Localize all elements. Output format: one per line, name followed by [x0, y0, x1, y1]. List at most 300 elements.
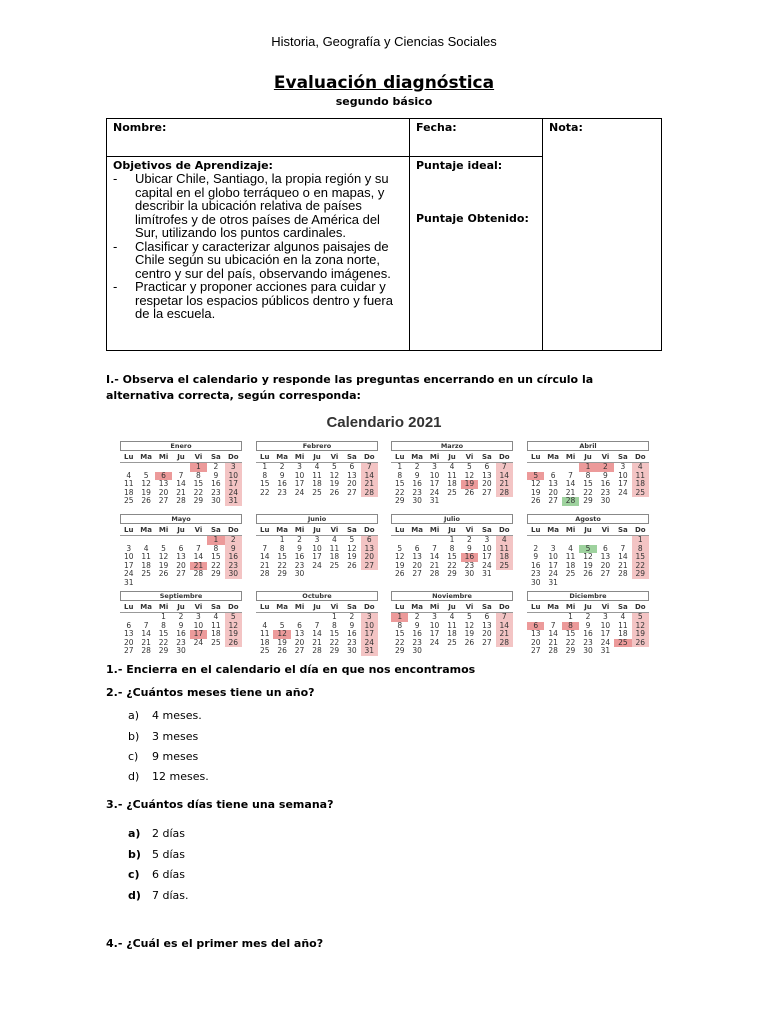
calendar-day[interactable]: 19 — [347, 552, 357, 561]
calendar-day[interactable]: 30 — [294, 569, 305, 578]
calendar-day[interactable]: 13 — [530, 629, 541, 638]
calendar-day[interactable]: 29 — [211, 569, 221, 578]
calendar-day[interactable]: 3 — [225, 463, 242, 472]
q3-option[interactable] — [128, 889, 189, 902]
calendar-day[interactable]: 8 — [196, 470, 201, 480]
calendar-day[interactable]: 5 — [527, 472, 544, 481]
calendar-day[interactable]: 28 — [618, 569, 628, 578]
q2-option[interactable] — [128, 750, 198, 763]
calendar-day[interactable]: 3 — [620, 462, 626, 471]
calendar-day[interactable]: 1 — [449, 535, 455, 544]
calendar-day[interactable]: 27 — [600, 569, 611, 578]
calendar-day[interactable]: 7 — [568, 470, 573, 480]
calendar-day[interactable]: 29 — [394, 496, 405, 505]
calendar-day[interactable]: 24 — [312, 560, 322, 570]
calendar-day[interactable]: 12 — [464, 470, 475, 480]
calendar-day[interactable]: 24 — [429, 487, 440, 497]
calendar-day[interactable]: 14 — [618, 552, 628, 561]
calendar-day[interactable]: 2 — [349, 612, 355, 621]
calendar-day[interactable]: 17 — [548, 560, 558, 570]
calendar-day[interactable]: 16 — [211, 479, 221, 488]
calendar-day[interactable]: 15 — [259, 479, 270, 488]
calendar-day[interactable]: 26 — [158, 569, 169, 578]
calendar-day[interactable]: 6 — [484, 612, 490, 621]
calendar-day[interactable]: 16 — [347, 629, 357, 638]
calendar-day[interactable]: 7 — [143, 620, 149, 630]
calendar-day[interactable]: 10 — [312, 543, 322, 553]
calendar-day[interactable]: 11 — [211, 620, 221, 630]
calendar-day[interactable]: 19 — [632, 630, 649, 639]
calendar-day[interactable]: 9 — [533, 552, 539, 561]
calendar-day[interactable]: 1 — [391, 613, 408, 622]
calendar-day[interactable]: 11 — [565, 552, 576, 561]
calendar-day[interactable]: 11 — [447, 620, 457, 630]
calendar-day[interactable]: 5 — [349, 535, 355, 544]
calendar-day[interactable]: 5 — [279, 620, 285, 630]
calendar-day[interactable]: 31 — [548, 577, 558, 587]
calendar-day[interactable]: 6 — [550, 470, 556, 480]
calendar-day[interactable]: 8 — [632, 545, 649, 554]
calendar-day[interactable]: 10 — [361, 622, 378, 631]
calendar-day[interactable]: 5 — [397, 543, 403, 553]
calendar-day[interactable]: 2 — [225, 536, 242, 545]
calendar-day[interactable]: 1 — [207, 536, 224, 545]
calendar-day[interactable]: 1 — [161, 612, 166, 621]
calendar-day[interactable]: 17 — [123, 560, 134, 570]
calendar-day[interactable]: 22 — [583, 487, 593, 497]
q2-option[interactable] — [128, 770, 209, 783]
calendar-day[interactable]: 6 — [349, 462, 355, 471]
calendar-day[interactable]: 23 — [225, 562, 242, 571]
calendar-day[interactable]: 22 — [329, 637, 340, 647]
calendar-day[interactable]: 6 — [126, 620, 132, 630]
calendar-day[interactable]: 2 — [178, 612, 184, 621]
calendar-day[interactable]: 31 — [482, 569, 492, 578]
calendar-day[interactable]: 21 — [496, 630, 513, 639]
calendar-day[interactable]: 25 — [259, 646, 270, 655]
calendar-day[interactable]: 22 — [158, 637, 169, 647]
calendar-day[interactable]: 30 — [176, 646, 186, 655]
calendar-day[interactable]: 13 — [158, 479, 169, 488]
calendar-day[interactable]: 1 — [279, 535, 285, 544]
calendar-day[interactable]: 13 — [412, 552, 422, 561]
calendar-day[interactable]: 18 — [618, 629, 628, 638]
calendar-day[interactable]: 3 — [314, 535, 320, 544]
calendar-day[interactable]: 21 — [565, 487, 576, 497]
calendar-day[interactable]: 29 — [158, 646, 169, 655]
calendar-day[interactable]: 22 — [565, 637, 576, 647]
calendar-day[interactable]: 12 — [329, 470, 340, 480]
calendar-day[interactable]: 2 — [533, 543, 539, 553]
calendar-day[interactable]: 4 — [332, 535, 337, 544]
calendar-day[interactable]: 2 — [213, 462, 219, 471]
calendar-day[interactable]: 9 — [414, 470, 420, 480]
calendar-day[interactable]: 30 — [211, 496, 221, 505]
calendar-day[interactable]: 4 — [262, 620, 268, 630]
calendar-day[interactable]: 5 — [579, 545, 596, 554]
calendar-day[interactable]: 20 — [482, 629, 492, 638]
calendar-day[interactable]: 28 — [361, 489, 378, 498]
calendar-day[interactable]: 7 — [496, 463, 513, 472]
calendar-day[interactable]: 16 — [412, 479, 422, 488]
calendar-day[interactable]: 12 — [347, 543, 357, 553]
calendar-day[interactable]: 24 — [600, 637, 611, 647]
calendar-day[interactable]: 14 — [193, 552, 204, 561]
calendar-day[interactable]: 27 — [548, 496, 558, 505]
calendar-day[interactable]: 1 — [397, 462, 403, 471]
calendar-day[interactable]: 11 — [632, 472, 649, 481]
calendar-day[interactable]: 27 — [482, 637, 492, 647]
calendar-day[interactable]: 28 — [496, 639, 513, 648]
q3-option[interactable] — [128, 827, 185, 840]
calendar-day[interactable]: 9 — [603, 470, 608, 480]
calendar-day[interactable]: 30 — [583, 646, 593, 655]
calendar-day[interactable]: 20 — [600, 560, 611, 570]
calendar-day[interactable]: 2 — [414, 462, 420, 471]
calendar-day[interactable]: 11 — [329, 543, 340, 553]
calendar-day[interactable]: 3 — [550, 543, 556, 553]
calendar-day[interactable]: 19 — [158, 560, 169, 570]
calendar-day[interactable]: 18 — [123, 487, 134, 497]
calendar-day[interactable]: 2 — [414, 612, 420, 621]
calendar-day[interactable]: 29 — [394, 646, 405, 655]
calendar-day[interactable]: 14 — [141, 629, 151, 638]
calendar-day[interactable]: 30 — [600, 496, 611, 505]
calendar-day[interactable]: 16 — [176, 629, 186, 638]
q3-option[interactable] — [128, 868, 185, 881]
calendar-day[interactable]: 13 — [347, 470, 357, 480]
calendar-day[interactable]: 27 — [412, 569, 422, 578]
calendar-day[interactable]: 9 — [467, 543, 472, 553]
calendar-day[interactable]: 11 — [123, 479, 134, 488]
calendar-day[interactable]: 12 — [583, 552, 593, 561]
calendar-day[interactable]: 25 — [496, 562, 513, 571]
calendar-day[interactable]: 4 — [620, 612, 626, 621]
calendar-day[interactable]: 23 — [583, 637, 593, 647]
calendar-day[interactable]: 16 — [294, 552, 305, 561]
nota-cell[interactable] — [543, 119, 662, 351]
calendar-day[interactable]: 22 — [259, 487, 270, 497]
calendar-day[interactable]: 28 — [496, 489, 513, 498]
calendar-day[interactable]: 10 — [429, 470, 440, 480]
calendar-day[interactable]: 10 — [482, 543, 492, 553]
calendar-day[interactable]: 5 — [467, 462, 472, 471]
calendar-day[interactable]: 26 — [464, 637, 475, 647]
calendar-day[interactable]: 1 — [332, 612, 337, 621]
calendar-day[interactable]: 6 — [178, 543, 184, 553]
calendar-day[interactable]: 4 — [449, 612, 455, 621]
calendar-day[interactable]: 17 — [361, 630, 378, 639]
calendar-day[interactable]: 19 — [530, 487, 541, 497]
calendar-day[interactable]: 29 — [277, 569, 287, 578]
calendar-day[interactable]: 24 — [225, 489, 242, 498]
q2-option[interactable] — [128, 709, 202, 722]
calendar-day[interactable]: 26 — [329, 487, 340, 497]
calendar-day[interactable]: 7 — [361, 463, 378, 472]
calendar-day[interactable]: 1 — [568, 612, 573, 621]
calendar-day[interactable]: 24 — [482, 560, 492, 570]
calendar-day[interactable]: 26 — [347, 560, 357, 570]
calendar-day[interactable]: 9 — [178, 620, 184, 630]
calendar-day[interactable]: 4 — [213, 612, 219, 621]
calendar-day[interactable]: 26 — [530, 496, 541, 505]
calendar-day[interactable]: 25 — [123, 496, 134, 505]
calendar-day[interactable]: 28 — [429, 569, 440, 578]
calendar-day[interactable]: 13 — [361, 545, 378, 554]
calendar-day[interactable]: 10 — [548, 552, 558, 561]
calendar-day[interactable]: 17 — [190, 630, 207, 639]
calendar-day[interactable]: 26 — [141, 496, 151, 505]
calendar-day[interactable]: 19 — [141, 487, 151, 497]
calendar-day[interactable]: 17 — [618, 479, 628, 488]
calendar-day[interactable]: 15 — [193, 479, 204, 488]
calendar-day[interactable]: 12 — [158, 552, 169, 561]
calendar-day[interactable]: 14 — [361, 472, 378, 481]
calendar-day[interactable]: 13 — [482, 470, 492, 480]
calendar-day[interactable]: 22 — [277, 560, 287, 570]
calendar-day[interactable]: 21 — [361, 480, 378, 489]
calendar-day[interactable]: 8 — [397, 470, 403, 480]
calendar-day[interactable]: 8 — [213, 543, 219, 553]
calendar-day[interactable]: 28 — [562, 497, 579, 506]
calendar-day[interactable]: 10 — [618, 470, 628, 480]
calendar-day[interactable]: 20 — [294, 637, 305, 647]
calendar-day[interactable]: 18 — [496, 553, 513, 562]
calendar-day[interactable]: 20 — [176, 560, 186, 570]
calendar-day[interactable]: 1 — [579, 463, 596, 472]
calendar-day[interactable]: 22 — [193, 487, 204, 497]
calendar-day[interactable]: 10 — [429, 620, 440, 630]
calendar-day[interactable]: 24 — [429, 637, 440, 647]
calendar-day[interactable]: 15 — [583, 479, 593, 488]
calendar-day[interactable]: 30 — [464, 569, 475, 578]
calendar-day[interactable]: 20 — [548, 487, 558, 497]
calendar-day[interactable]: 31 — [429, 496, 440, 505]
calendar-day[interactable]: 13 — [600, 552, 611, 561]
calendar-day[interactable]: 12 — [225, 622, 242, 631]
calendar-day[interactable]: 26 — [632, 639, 649, 648]
calendar-day[interactable]: 20 — [412, 560, 422, 570]
calendar-day[interactable]: 21 — [141, 637, 151, 647]
calendar-day[interactable]: 28 — [193, 569, 204, 578]
calendar-day[interactable]: 14 — [312, 629, 322, 638]
calendar-day[interactable]: 17 — [482, 552, 492, 561]
calendar-day[interactable]: 9 — [414, 620, 420, 630]
calendar-day[interactable]: 6 — [484, 462, 490, 471]
calendar-day[interactable]: 19 — [394, 560, 405, 570]
calendar-day[interactable]: 16 — [277, 479, 287, 488]
calendar-day[interactable]: 21 — [190, 562, 207, 571]
calendar-day[interactable]: 7 — [178, 470, 184, 480]
calendar-day[interactable]: 15 — [277, 552, 287, 561]
calendar-day[interactable]: 7 — [432, 543, 437, 553]
calendar-day[interactable]: 4 — [568, 543, 573, 553]
calendar-day[interactable]: 3 — [484, 535, 490, 544]
calendar-day[interactable]: 11 — [447, 470, 457, 480]
calendar-day[interactable]: 2 — [585, 612, 591, 621]
calendar-day[interactable]: 4 — [632, 463, 649, 472]
calendar-day[interactable]: 18 — [259, 637, 270, 647]
calendar-day[interactable]: 25 — [447, 637, 457, 647]
calendar-day[interactable]: 21 — [312, 637, 322, 647]
calendar-day[interactable]: 27 — [176, 569, 186, 578]
calendar-day[interactable]: 3 — [297, 462, 302, 471]
calendar-day[interactable]: 7 — [314, 620, 320, 630]
calendar-day[interactable]: 28 — [259, 569, 270, 578]
calendar-day[interactable]: 11 — [259, 629, 270, 638]
calendar-day[interactable]: 23 — [176, 637, 186, 647]
calendar-day[interactable]: 9 — [225, 545, 242, 554]
calendar-day[interactable]: 31 — [123, 577, 134, 587]
calendar-day[interactable]: 17 — [429, 629, 440, 638]
calendar-day[interactable]: 15 — [394, 629, 405, 638]
calendar-day[interactable]: 12 — [632, 622, 649, 631]
calendar-day[interactable]: 25 — [141, 569, 151, 578]
fecha-cell[interactable] — [410, 119, 543, 157]
calendar-day[interactable]: 30 — [412, 496, 422, 505]
calendar-day[interactable]: 16 — [530, 560, 541, 570]
calendar-day[interactable]: 21 — [429, 560, 440, 570]
calendar-day[interactable]: 20 — [482, 479, 492, 488]
calendar-day[interactable]: 23 — [347, 637, 357, 647]
calendar-day[interactable]: 15 — [329, 629, 340, 638]
calendar-day[interactable]: 30 — [347, 646, 357, 655]
calendar-day[interactable]: 4 — [143, 543, 149, 553]
calendar-day[interactable]: 4 — [314, 462, 320, 471]
calendar-day[interactable]: 25 — [329, 560, 340, 570]
calendar-day[interactable]: 12 — [464, 620, 475, 630]
calendar-day[interactable]: 23 — [530, 569, 541, 578]
calendar-day[interactable]: 4 — [449, 462, 455, 471]
calendar-day[interactable]: 18 — [329, 552, 340, 561]
calendar-day[interactable]: 13 — [176, 552, 186, 561]
calendar-day[interactable]: 23 — [211, 487, 221, 497]
calendar-day[interactable]: 15 — [158, 629, 169, 638]
calendar-day[interactable]: 11 — [141, 552, 151, 561]
calendar-day[interactable]: 13 — [548, 479, 558, 488]
calendar-day[interactable]: 27 — [361, 562, 378, 571]
calendar-day[interactable]: 17 — [600, 629, 611, 638]
calendar-day[interactable]: 6 — [361, 536, 378, 545]
calendar-day[interactable]: 6 — [527, 622, 544, 631]
calendar-day[interactable]: 7 — [550, 620, 556, 630]
calendar-day[interactable]: 2 — [597, 463, 614, 472]
calendar-day[interactable]: 23 — [412, 487, 422, 497]
calendar-day[interactable]: 21 — [259, 560, 270, 570]
calendar-day[interactable]: 23 — [277, 487, 287, 497]
calendar-day[interactable]: 21 — [618, 560, 628, 570]
calendar-day[interactable]: 26 — [277, 646, 287, 655]
calendar-day[interactable]: 16 — [461, 553, 478, 562]
calendar-day[interactable]: 5 — [225, 613, 242, 622]
calendar-day[interactable]: 29 — [632, 570, 649, 579]
calendar-day[interactable]: 18 — [447, 479, 457, 488]
calendar-day[interactable]: 1 — [632, 536, 649, 545]
calendar-day[interactable]: 20 — [361, 553, 378, 562]
calendar-day[interactable]: 22 — [632, 562, 649, 571]
calendar-day[interactable]: 13 — [294, 629, 305, 638]
calendar-day[interactable]: 26 — [583, 569, 593, 578]
calendar-day[interactable]: 12 — [141, 479, 151, 488]
calendar-day[interactable]: 8 — [161, 620, 166, 630]
calendar-day[interactable]: 27 — [482, 487, 492, 497]
calendar-day[interactable]: 11 — [618, 620, 628, 630]
calendar-day[interactable]: 25 — [565, 569, 576, 578]
calendar-day[interactable]: 25 — [211, 637, 221, 647]
calendar-day[interactable]: 19 — [225, 630, 242, 639]
calendar-day[interactable]: 28 — [312, 646, 322, 655]
calendar-day[interactable]: 29 — [193, 496, 204, 505]
calendar-day[interactable]: 10 — [294, 470, 305, 480]
calendar-day[interactable]: 8 — [449, 543, 455, 553]
calendar-day[interactable]: 2 — [279, 462, 285, 471]
calendar-day[interactable]: 27 — [123, 646, 134, 655]
calendar-day[interactable]: 26 — [464, 487, 475, 497]
q2-option[interactable] — [128, 730, 198, 743]
calendar-day[interactable]: 21 — [176, 487, 186, 497]
calendar-day[interactable]: 27 — [347, 487, 357, 497]
calendar-day[interactable]: 25 — [614, 639, 631, 648]
calendar-day[interactable]: 3 — [432, 462, 437, 471]
calendar-day[interactable]: 10 — [600, 620, 611, 630]
calendar-day[interactable]: 26 — [394, 569, 405, 578]
calendar-day[interactable]: 19 — [277, 637, 287, 647]
calendar-day[interactable]: 17 — [294, 479, 305, 488]
calendar-day[interactable]: 8 — [397, 620, 403, 630]
calendar-day[interactable]: 10 — [225, 472, 242, 481]
calendar-day[interactable]: 30 — [225, 570, 242, 579]
calendar-day[interactable]: 20 — [123, 637, 134, 647]
calendar-day[interactable]: 31 — [361, 647, 378, 656]
calendar-day[interactable]: 12 — [530, 479, 541, 488]
calendar-day[interactable]: 13 — [123, 629, 134, 638]
calendar-day[interactable]: 29 — [583, 496, 593, 505]
calendar-day[interactable]: 9 — [213, 470, 219, 480]
calendar-day[interactable]: 14 — [565, 479, 576, 488]
calendar-day[interactable]: 25 — [312, 487, 322, 497]
calendar-day[interactable]: 29 — [447, 569, 457, 578]
calendar-day[interactable]: 14 — [548, 629, 558, 638]
calendar-day[interactable]: 17 — [225, 480, 242, 489]
calendar-day[interactable]: 5 — [143, 470, 149, 480]
calendar-day[interactable]: 7 — [496, 613, 513, 622]
calendar-day[interactable]: 22 — [394, 487, 405, 497]
calendar-day[interactable]: 31 — [600, 646, 611, 655]
calendar-day[interactable]: 23 — [464, 560, 475, 570]
calendar-day[interactable]: 14 — [496, 622, 513, 631]
calendar-day[interactable]: 15 — [394, 479, 405, 488]
calendar-day[interactable]: 9 — [349, 620, 355, 630]
calendar-day[interactable]: 24 — [618, 487, 628, 497]
calendar-day[interactable]: 24 — [193, 637, 204, 647]
calendar-day[interactable]: 9 — [279, 470, 285, 480]
calendar-day[interactable]: 5 — [161, 543, 166, 553]
calendar-day[interactable]: 24 — [294, 487, 305, 497]
calendar-day[interactable]: 7 — [262, 543, 268, 553]
calendar-day[interactable]: 24 — [361, 639, 378, 648]
calendar-day[interactable]: 23 — [412, 637, 422, 647]
calendar-day[interactable]: 24 — [548, 569, 558, 578]
calendar-day[interactable]: 29 — [565, 646, 576, 655]
calendar-day[interactable]: 20 — [347, 479, 357, 488]
calendar-day[interactable]: 18 — [312, 479, 322, 488]
calendar-day[interactable]: 13 — [482, 620, 492, 630]
calendar-day[interactable]: 8 — [562, 622, 579, 631]
calendar-day[interactable]: 6 — [414, 543, 420, 553]
calendar-day[interactable]: 5 — [467, 612, 472, 621]
calendar-day[interactable]: 3 — [126, 543, 132, 553]
calendar-day[interactable]: 11 — [496, 545, 513, 554]
